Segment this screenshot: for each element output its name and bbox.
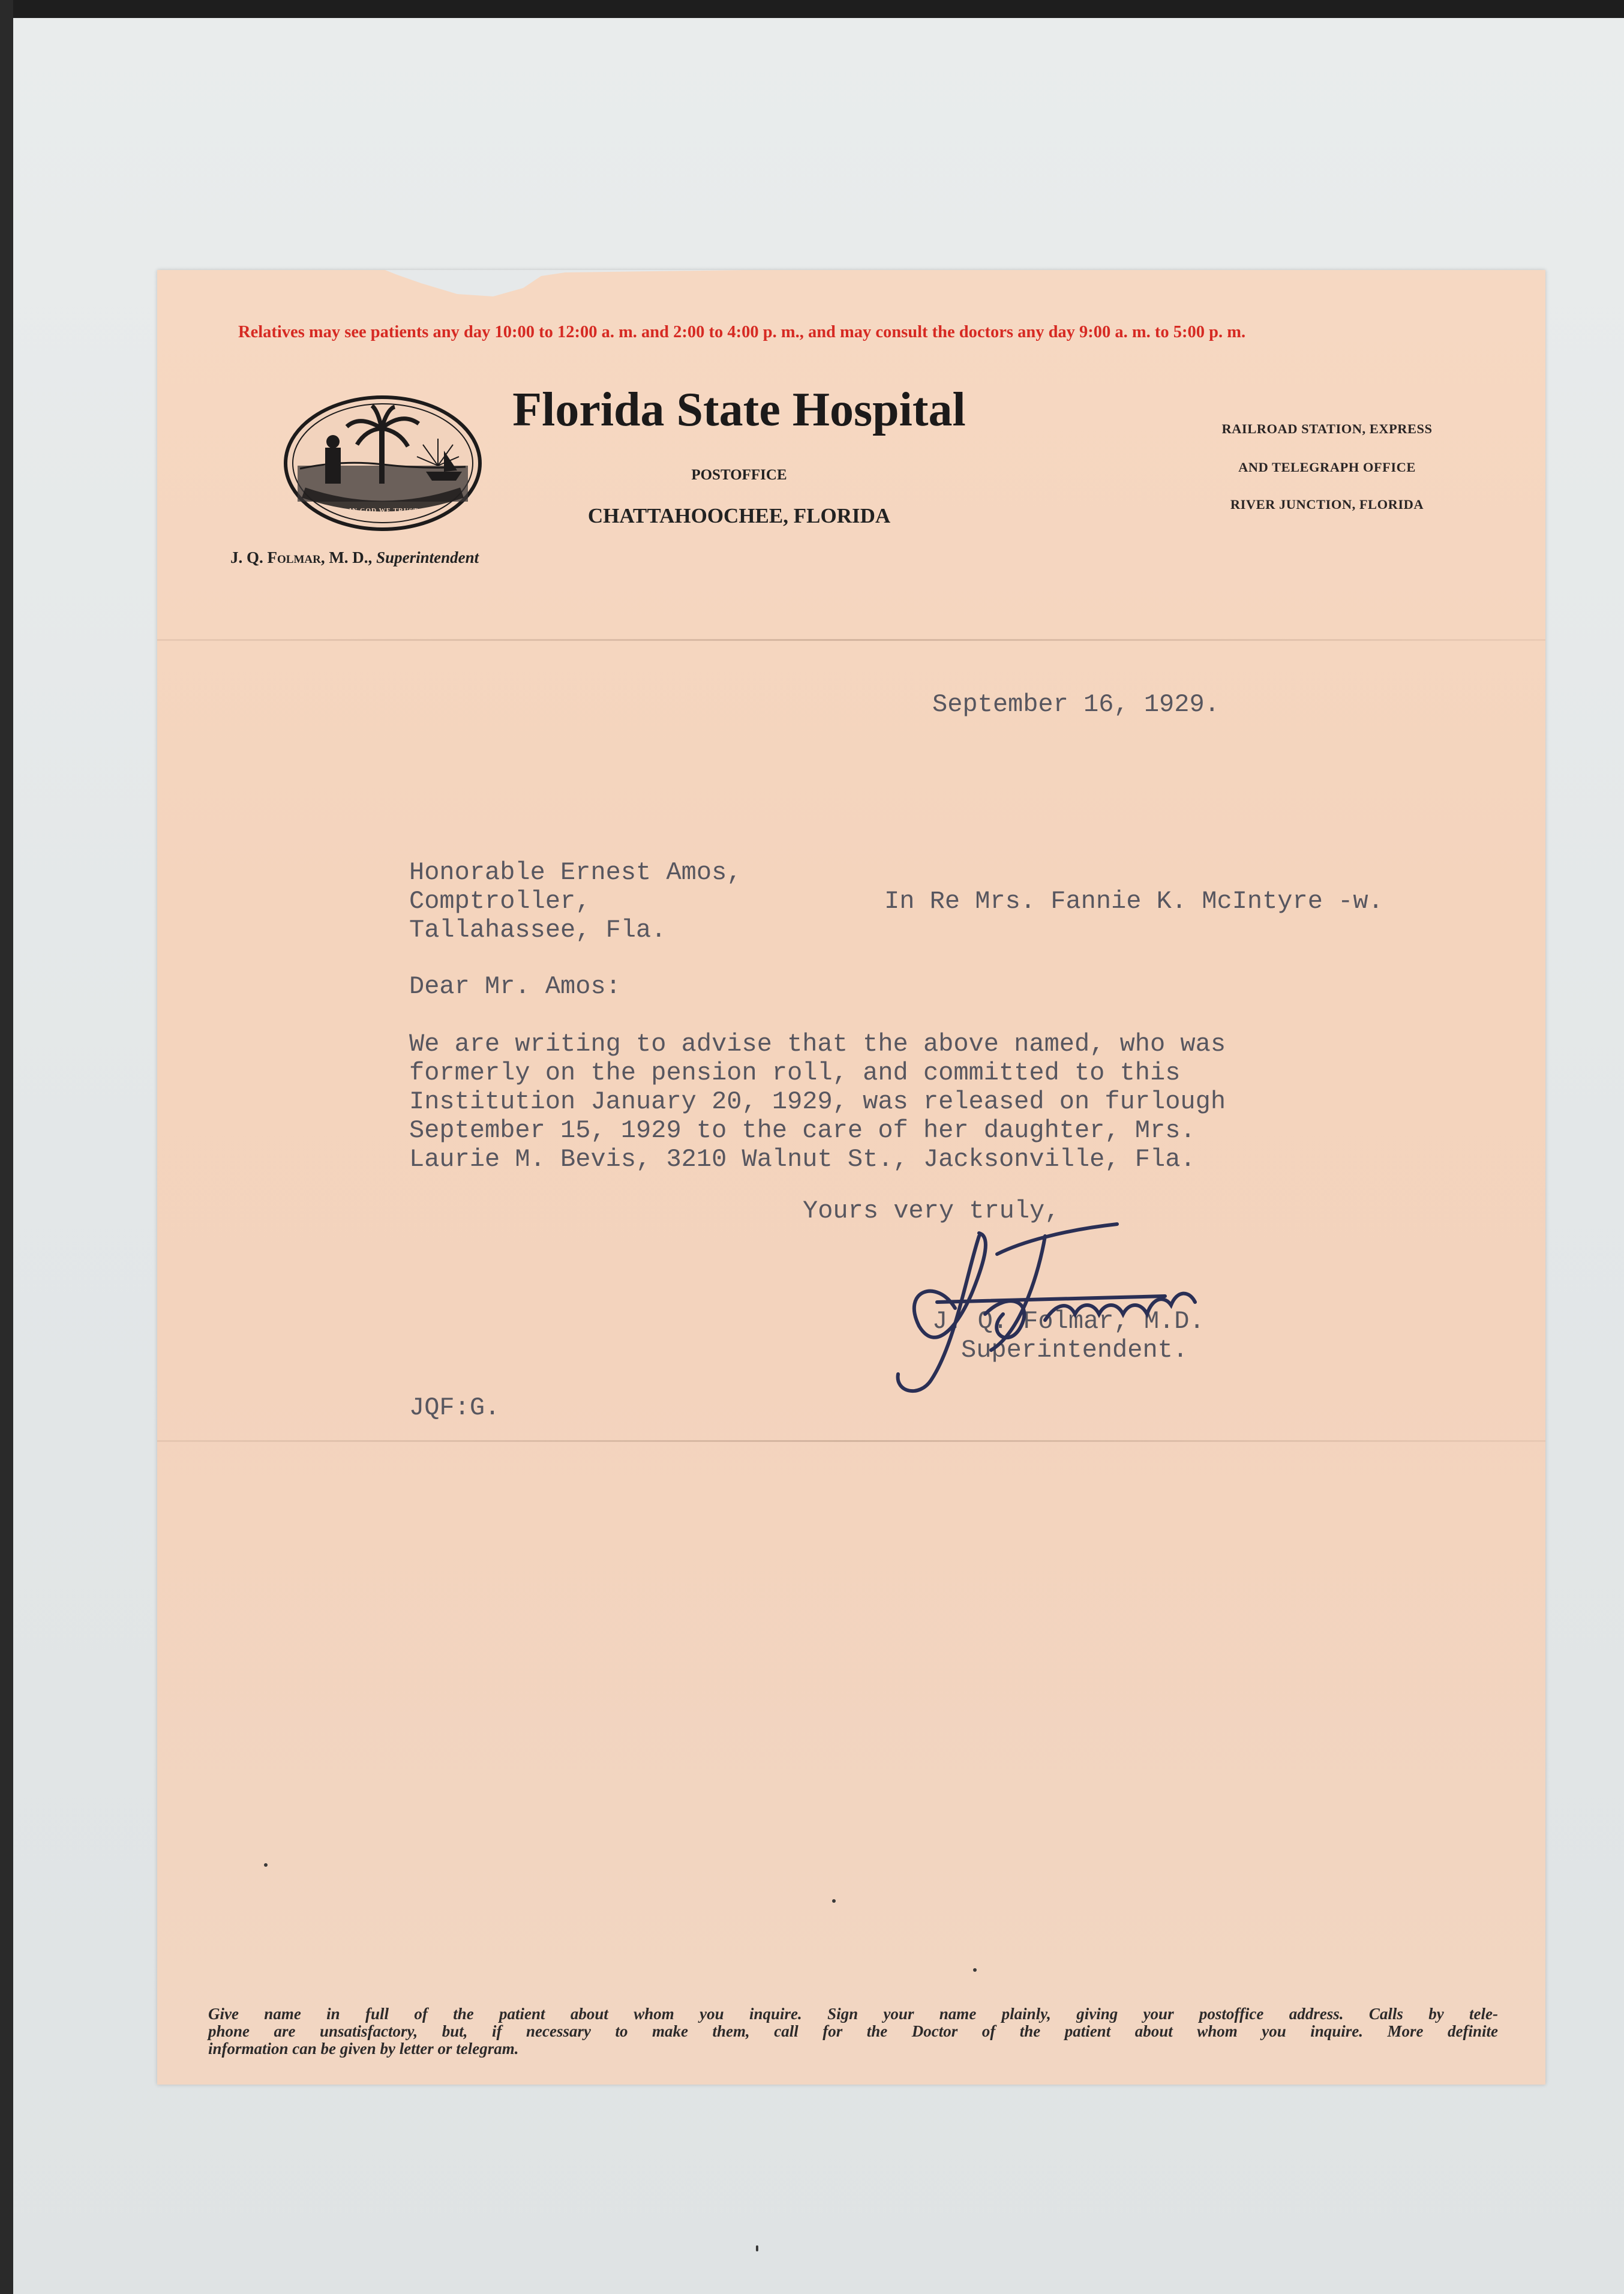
re-line: In Re Mrs. Fannie K. McIntyre -w. xyxy=(884,887,1383,916)
letter-footer xyxy=(208,2005,1498,2058)
scanner-edge-top xyxy=(0,0,1624,18)
letter-page xyxy=(157,270,1545,2085)
typist-initials: JQF:G. xyxy=(409,1393,500,1422)
recipient-line-1: Honorable Ernest Amos, xyxy=(409,858,742,887)
scanner-edge-left xyxy=(0,0,13,2294)
closing: Yours very truly, xyxy=(803,1197,1060,1225)
seal-motto: IN GOD WE TRUST xyxy=(349,507,419,514)
fold-line xyxy=(157,1440,1545,1442)
scanner-speck xyxy=(756,2245,758,2251)
body-line-3: Institution January 20, 1929, was released on furlough xyxy=(409,1087,1226,1116)
rail-line-2: AND TELEGRAPH OFFICE xyxy=(1238,460,1416,475)
postoffice-label: POSTOFFICE xyxy=(691,467,787,483)
body-line-1: We are writing to advise that the above named, who was xyxy=(409,1030,1226,1058)
paper-speck xyxy=(264,1863,268,1867)
body-line-5: Laurie M. Bevis, 3210 Walnut St., Jacksonville, Fla. xyxy=(409,1145,1196,1174)
rail-line-1: RAILROAD STATION, EXPRESS xyxy=(1221,421,1433,436)
salutation: Dear Mr. Amos: xyxy=(409,972,621,1001)
signer-name: J. Q. Folmar, M.D. xyxy=(932,1307,1205,1336)
footer-line-1: Give name in full of the patient about whom you inquire. Sign your name plainly, giving your postoffice address. Calls by tele- xyxy=(208,2005,1498,2023)
letter-date: September 16, 1929. xyxy=(932,690,1220,719)
footer-line-2: phone are unsatisfactory, but, if necessary to make them, call for the Doctor of the patient about whom you inquire. More definite xyxy=(208,2022,1498,2040)
rail-line-3: RIVER JUNCTION, FLORIDA xyxy=(1230,497,1424,512)
torn-edge xyxy=(385,270,745,306)
superintendent-title: Superintendent xyxy=(376,548,479,566)
footer-line-3: information can be given by letter or telegram. xyxy=(208,2040,519,2058)
paper-speck xyxy=(973,1968,977,1972)
paper-speck xyxy=(832,1899,836,1903)
postoffice-city: CHATTAHOOCHEE, FLORIDA xyxy=(587,504,891,527)
signer-title: Superintendent. xyxy=(961,1336,1188,1365)
handwritten-signature xyxy=(865,1200,1273,1404)
recipient-line-3: Tallahassee, Fla. xyxy=(409,916,667,944)
superintendent-line xyxy=(230,548,479,567)
superintendent-name: J. Q. Folmar, M. D., xyxy=(230,548,373,566)
hospital-title: Florida State Hospital xyxy=(512,383,966,436)
body-line-2: formerly on the pension roll, and committed to this xyxy=(409,1058,1181,1087)
body-line-4: September 15, 1929 to the care of her daughter, Mrs. xyxy=(409,1116,1196,1145)
visiting-hours-banner: Relatives may see patients any day 10:00 to 12:00 a. m. and 2:00 to 4:00 p. m., and may consult the doctors any day 9:00 a. m. to 5:00 p. m. xyxy=(238,323,1246,341)
fold-line xyxy=(157,639,1545,641)
recipient-line-2: Comptroller, xyxy=(409,887,591,916)
